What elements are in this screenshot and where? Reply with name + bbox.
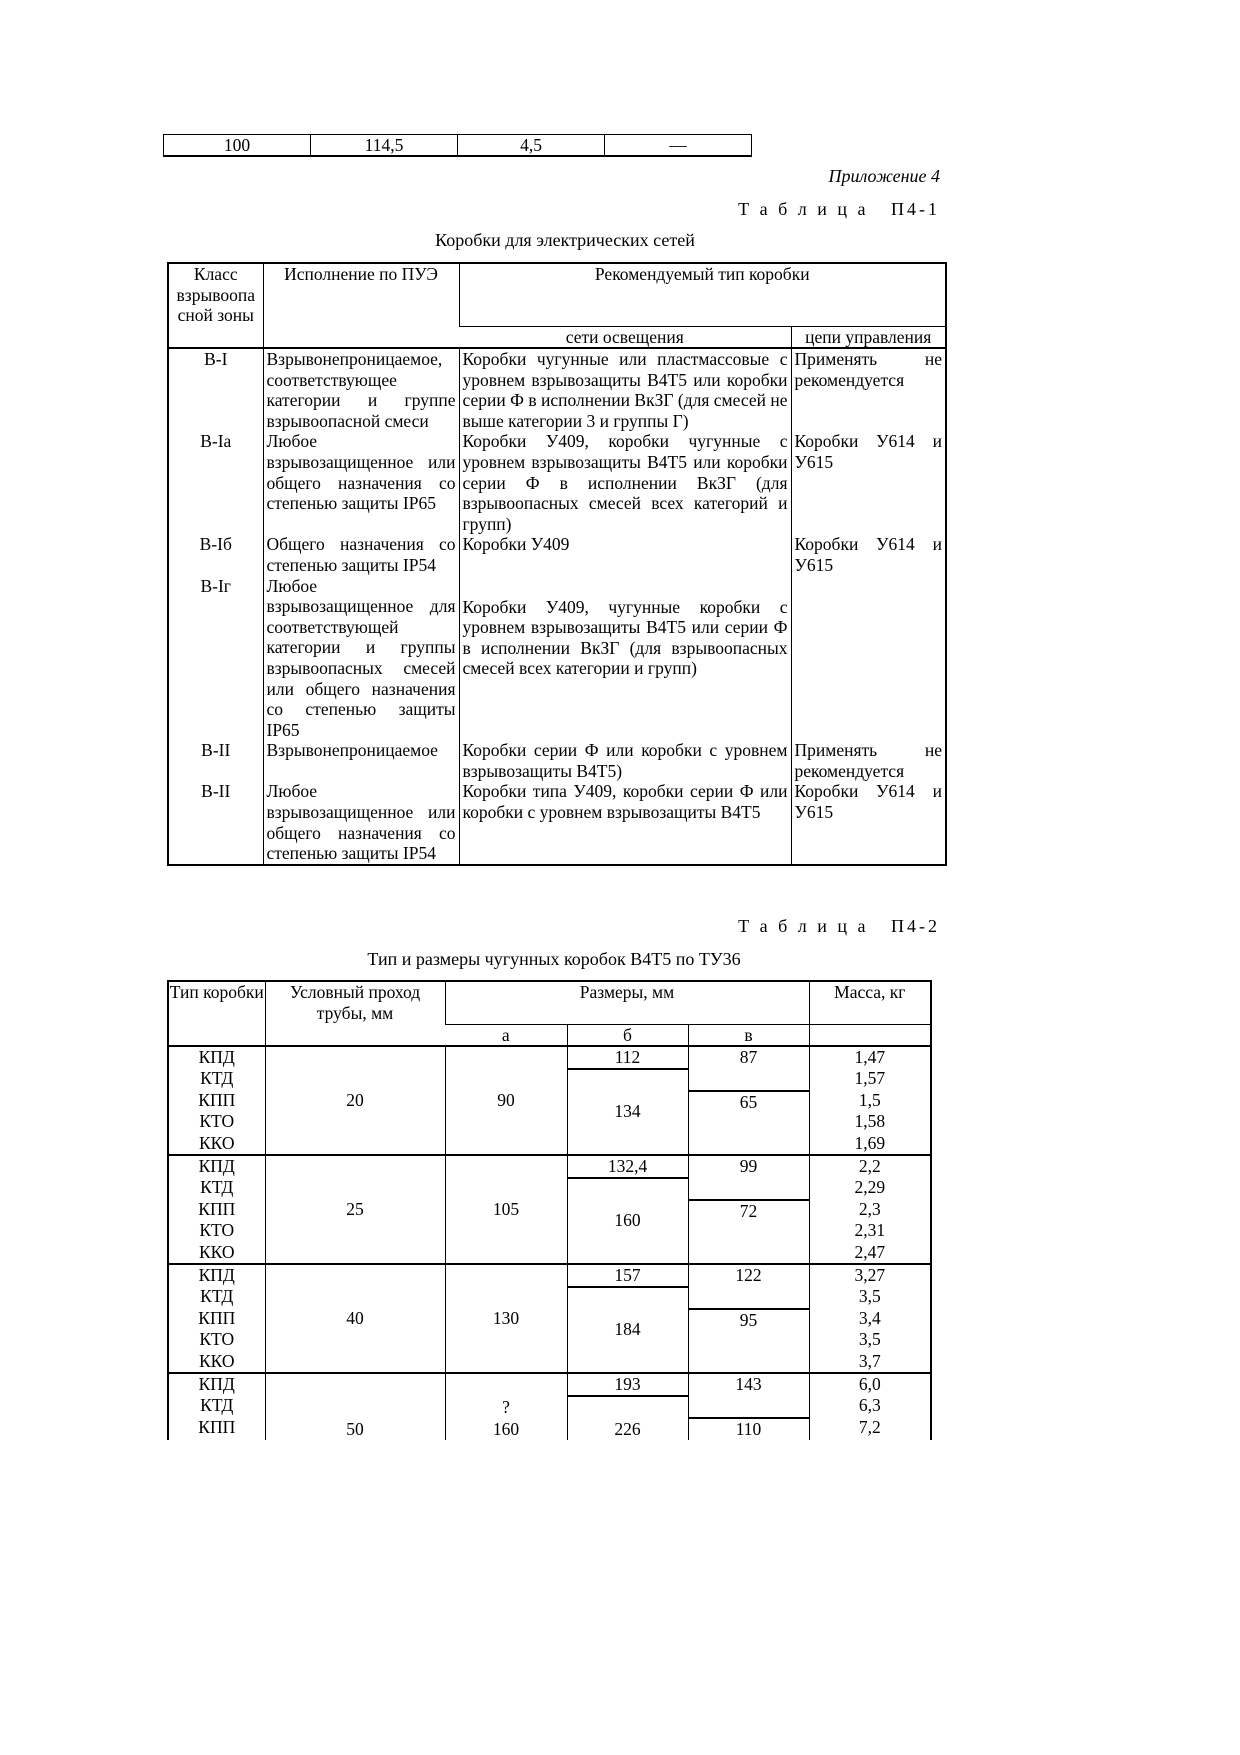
dim-b-top: 193 <box>568 1374 688 1397</box>
mass-value: 2,31 <box>854 1220 886 1241</box>
table-row-group <box>168 1264 931 1373</box>
header-mass-empty <box>809 1025 931 1047</box>
mass-value: 2,3 <box>858 1198 881 1219</box>
mass-value: 3,27 <box>854 1265 886 1285</box>
execution-cell: Общего назначения со степенью защиты IP54 <box>263 534 459 575</box>
dim-b-cell <box>567 1046 688 1155</box>
pipe-diameter-cell <box>265 1373 445 1440</box>
table-row <box>168 576 946 741</box>
lighting-cell: Коробки чугунные или пластмассовые с уровнем взрывозащиты В4Т5 или коробки серии Ф в исполнении ВкЗГ (для смесей не выше категории 3 и группы Г) <box>459 348 791 431</box>
dim-a-note: ? <box>502 1397 510 1418</box>
dim-v-rest: 110 <box>735 1418 762 1439</box>
box-type: КТО <box>199 1220 235 1241</box>
header-dim-a: а <box>445 1025 567 1047</box>
dim-b-rest: 184 <box>614 1319 641 1340</box>
zone-class-cell: В-Iб <box>199 534 232 555</box>
dim-v-cell <box>688 1046 809 1155</box>
lighting-cell: Коробки типа У409, коробки серии Ф или коробки с уровнем взрывозащиты В4Т5 <box>459 781 791 864</box>
appendix-label: Приложение 4 <box>828 166 940 186</box>
box-types-cell <box>168 1264 265 1373</box>
mass-value: 1,57 <box>854 1068 886 1089</box>
pipe-diameter-cell: 25 <box>265 1155 445 1264</box>
dim-v-rest: 95 <box>739 1309 758 1330</box>
dim-a-cell: 90 <box>445 1046 567 1155</box>
lighting-cell: Коробки серии Ф или коробки с уровнем взрывозащиты В4Т5) <box>459 740 791 781</box>
mass-value: 2,47 <box>854 1241 886 1262</box>
table-row <box>168 781 946 864</box>
dim-v-top: 99 <box>689 1156 809 1201</box>
table-row <box>168 431 946 534</box>
mass-value: 1,47 <box>854 1047 886 1067</box>
dim-b-rest: 226 <box>614 1418 641 1439</box>
dim-b-top: 157 <box>568 1265 688 1288</box>
execution-cell: Любое взрывозащищенное или общего назначения со степенью защиты IP65 <box>263 431 459 534</box>
box-types-cell <box>168 1373 265 1440</box>
dim-a-value: 160 <box>492 1418 520 1439</box>
table-row <box>168 348 946 431</box>
box-type: КТО <box>199 1111 235 1132</box>
mass-cell <box>809 1155 931 1264</box>
dim-a-cell <box>445 1373 567 1440</box>
header-pipe-diameter: Условный проход трубы, мм <box>265 981 445 1046</box>
dim-v-cell <box>688 1264 809 1373</box>
dim-b-top: 112 <box>568 1047 688 1070</box>
table-cell: — <box>669 135 687 155</box>
box-type: КПД <box>198 1156 235 1176</box>
zone-class-cell: В-Ia <box>200 431 232 452</box>
box-type: КПП <box>198 1089 236 1110</box>
dim-v-rest: 72 <box>739 1200 758 1221</box>
dim-b-rest: 160 <box>614 1210 641 1231</box>
dim-v-top: 143 <box>689 1374 809 1419</box>
control-cell: Применять не рекомендуется <box>791 740 946 781</box>
box-type: ККО <box>198 1132 235 1153</box>
control-cell <box>791 576 946 741</box>
pipe-diameter-cell: 40 <box>265 1264 445 1373</box>
mass-value: 3,5 <box>858 1329 881 1350</box>
box-type: КПП <box>198 1307 236 1328</box>
mass-value: 3,5 <box>858 1286 881 1307</box>
dim-b-cell <box>567 1155 688 1264</box>
table-cast-iron-box-sizes <box>167 980 932 1440</box>
box-type: КПП <box>198 1416 236 1437</box>
execution-cell: Взрывонепроницаемое <box>263 740 459 781</box>
box-type: КТО <box>199 1329 235 1350</box>
execution-cell: Взрывонепроницаемое, соответствующее категории и группе взрывоопасной смеси <box>263 348 459 431</box>
mass-value: 3,7 <box>858 1350 881 1371</box>
table-boxes-for-electrical-networks <box>167 262 947 866</box>
header-dimensions: Размеры, мм <box>445 981 809 1025</box>
box-types-cell <box>168 1155 265 1264</box>
pipe-diameter-value: 50 <box>346 1418 364 1439</box>
mass-value: 7,2 <box>858 1416 881 1437</box>
box-type: КПП <box>198 1198 236 1219</box>
table1-title: Коробки для электрических сетей <box>435 230 695 250</box>
control-cell: Коробки У614 и У615 <box>791 431 946 534</box>
dim-b-top: 132,4 <box>568 1156 688 1179</box>
header-lighting-networks: сети освещения <box>459 327 791 349</box>
dim-b-cell <box>567 1264 688 1373</box>
execution-cell: Любое взрывозащищенное или общего назначения со степенью защиты IP54 <box>263 781 459 864</box>
table2-label: Т а б л и ц а П4-2 <box>738 916 940 936</box>
dim-v-cell <box>688 1155 809 1264</box>
box-type: КТД <box>200 1068 234 1089</box>
table2-title: Тип и размеры чугунных коробок В4Т5 по ТУ36 <box>367 949 741 969</box>
pipe-diameter-cell: 20 <box>265 1046 445 1155</box>
table-header-row <box>168 981 931 1025</box>
box-type: КПД <box>198 1047 235 1067</box>
zone-class-cell: В-Iг <box>200 575 231 596</box>
box-type: ККО <box>198 1350 235 1371</box>
table-row-group <box>168 1046 931 1155</box>
box-type: КПД <box>198 1265 235 1285</box>
dim-v-cell <box>688 1373 809 1440</box>
table-header-row <box>168 263 946 327</box>
box-type: КПД <box>198 1374 235 1394</box>
mass-value: 1,5 <box>858 1089 881 1110</box>
header-execution: Исполнение по ПУЭ <box>263 263 459 348</box>
table-row-group <box>168 1373 931 1440</box>
table-cell: 100 <box>164 135 311 157</box>
mass-value: 2,2 <box>858 1156 881 1176</box>
header-zone-class: Класс взрывоопа сной зоны <box>168 263 263 348</box>
mass-value: 6,3 <box>858 1395 881 1416</box>
lighting-cell: Коробки У409, коробки чугунные с уровнем взрывозащиты В4Т5 или коробки серии Ф в исполнении ВкЗГ (для взрывоопасных смесей всех категорий и групп) <box>459 431 791 534</box>
mass-value: 1,58 <box>854 1111 886 1132</box>
zone-class-cell: В-II <box>201 740 231 761</box>
table-row <box>168 740 946 781</box>
execution-cell: Любое взрывозащищенное для соответствующей категории и группы взрывоопасных смесей или общего назначения со степенью защиты IP65 <box>263 576 459 741</box>
mass-cell <box>809 1373 931 1440</box>
box-type: КТД <box>200 1395 234 1416</box>
zone-class-cell: В-I <box>204 349 228 369</box>
header-dim-v: в <box>688 1025 809 1047</box>
box-type: ККО <box>198 1241 235 1262</box>
dim-b-rest: 134 <box>614 1101 641 1122</box>
table1-label: Т а б л и ц а П4-1 <box>738 199 940 219</box>
box-type: КТД <box>200 1177 234 1198</box>
table-cell: 114,5 <box>311 135 458 157</box>
mass-value: 2,29 <box>854 1177 886 1198</box>
dim-v-rest: 65 <box>739 1091 758 1112</box>
dim-b-cell <box>567 1373 688 1440</box>
header-dim-b: б <box>567 1025 688 1047</box>
table-cell: 4,5 <box>458 135 605 157</box>
control-cell: Коробки У614 и У615 <box>791 781 946 864</box>
header-box-type: Тип коробки <box>168 981 265 1046</box>
table-row <box>168 534 946 575</box>
dim-a-cell: 130 <box>445 1264 567 1373</box>
mass-value: 3,4 <box>858 1307 881 1328</box>
lighting-cell: Коробки У409, чугунные коробки с уровнем взрывозащиты В4Т5 или серии Ф в исполнении ВкЗГ (для взрывоопасных смесей всех категории и групп) <box>459 576 791 741</box>
control-cell: Применять не рекомендуется <box>791 348 946 431</box>
control-cell: Коробки У614 и У615 <box>791 534 946 575</box>
header-control-circuits: цепи управления <box>791 327 946 349</box>
header-recommended-type: Рекомендуемый тип коробки <box>459 263 946 327</box>
mass-value: 1,69 <box>854 1132 886 1153</box>
previous-table-fragment <box>163 134 752 157</box>
table-row <box>164 135 752 157</box>
mass-cell <box>809 1264 931 1373</box>
mass-cell <box>809 1046 931 1155</box>
header-mass: Масса, кг <box>809 981 931 1025</box>
lighting-cell: Коробки У409 <box>459 534 791 575</box>
dim-a-cell: 105 <box>445 1155 567 1264</box>
box-types-cell <box>168 1046 265 1155</box>
table-row-group <box>168 1155 931 1264</box>
zone-class-cell: В-II <box>201 781 231 802</box>
box-type: КТД <box>200 1286 234 1307</box>
dim-v-top: 122 <box>689 1265 809 1310</box>
dim-v-top: 87 <box>689 1047 809 1092</box>
mass-value: 6,0 <box>858 1374 881 1394</box>
